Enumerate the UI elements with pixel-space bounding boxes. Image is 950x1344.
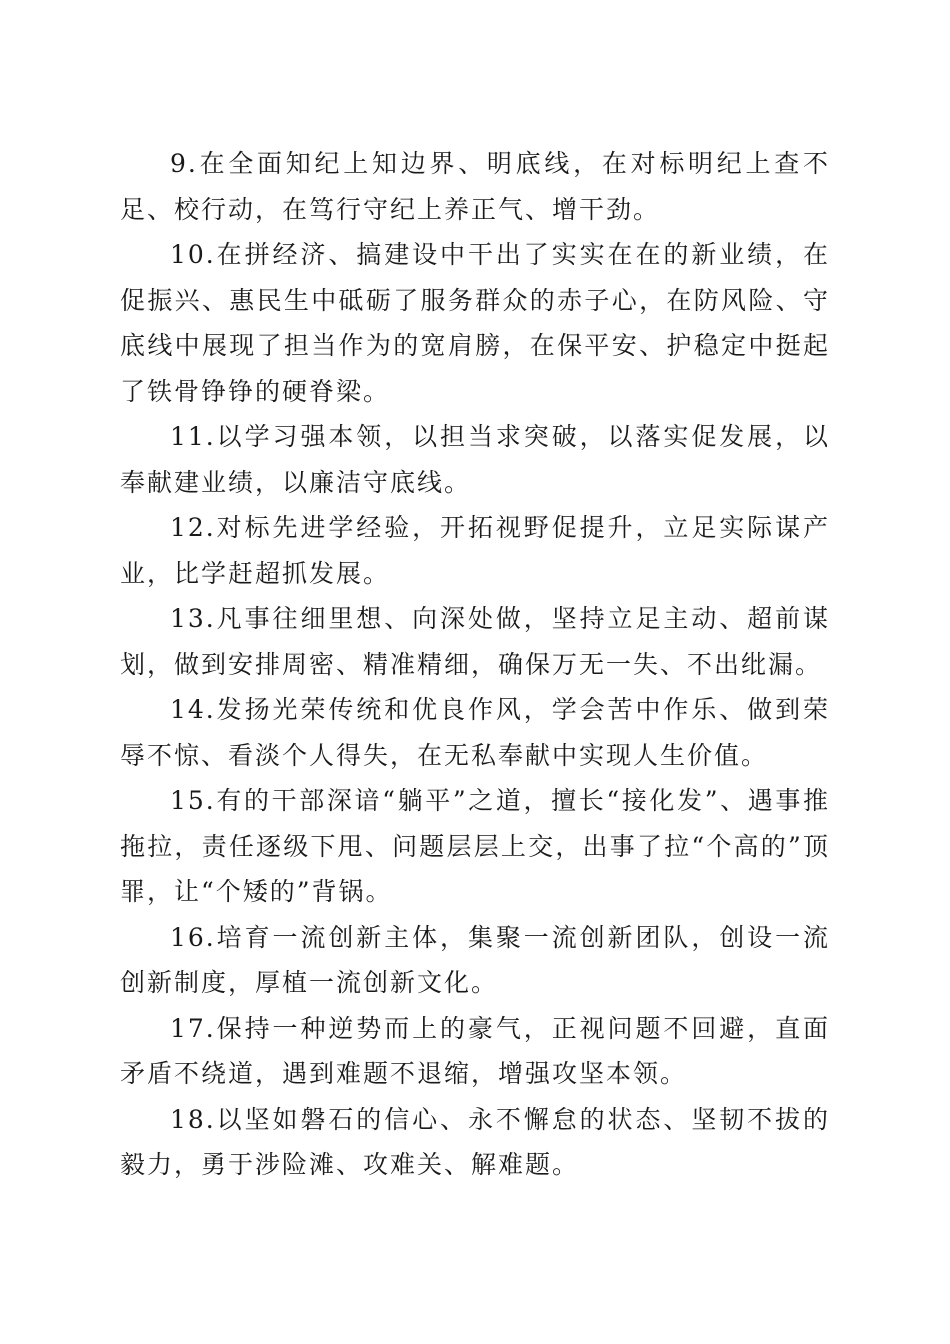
paragraph-item-9: 9.在全面知纪上知边界、明底线，在对标明纪上查不足、校行动，在笃行守纪上养正气、增干劲。 bbox=[120, 149, 830, 224]
document-body bbox=[120, 141, 830, 1188]
paragraph-item-11: 11.以学习强本领，以担当求突破，以落实促发展，以奉献建业绩，以廉洁守底线。 bbox=[120, 422, 830, 497]
paragraph-item-14: 14.发扬光荣传统和优良作风，学会苦中作乐、做到荣辱不惊、看淡个人得失，在无私奉献中实现人生价值。 bbox=[120, 695, 830, 770]
paragraph-item-10: 10.在拼经济、搞建设中干出了实实在在的新业绩，在促振兴、惠民生中砥砺了服务群众的赤子心，在防风险、守底线中展现了担当作为的宽肩膀，在保平安、护稳定中挺起了铁骨铮铮的硬脊梁。 bbox=[120, 240, 830, 406]
paragraph-item-17: 17.保持一种逆势而上的豪气，正视问题不回避，直面矛盾不绕道，遇到难题不退缩，增强攻坚本领。 bbox=[120, 1013, 830, 1088]
paragraph-item-16: 16.培育一流创新主体，集聚一流创新团队，创设一流创新制度，厚植一流创新文化。 bbox=[120, 922, 830, 997]
paragraph-item-18: 18.以坚如磐石的信心、永不懈怠的状态、坚韧不拔的毅力，勇于涉险滩、攻难关、解难题。 bbox=[120, 1104, 830, 1179]
paragraph-item-12: 12.对标先进学经验，开拓视野促提升，立足实际谋产业，比学赶超抓发展。 bbox=[120, 513, 830, 588]
paragraph-item-13: 13.凡事往细里想、向深处做，坚持立足主动、超前谋划，做到安排周密、精准精细，确保万无一失、不出纰漏。 bbox=[120, 604, 830, 679]
paragraph-item-15: 15.有的干部深谙“躺平”之道，擅长“接化发”、遇事推拖拉，责任逐级下甩、问题层层上交，出事了拉“个高的”顶罪，让“个矮的”背锅。 bbox=[120, 786, 830, 906]
